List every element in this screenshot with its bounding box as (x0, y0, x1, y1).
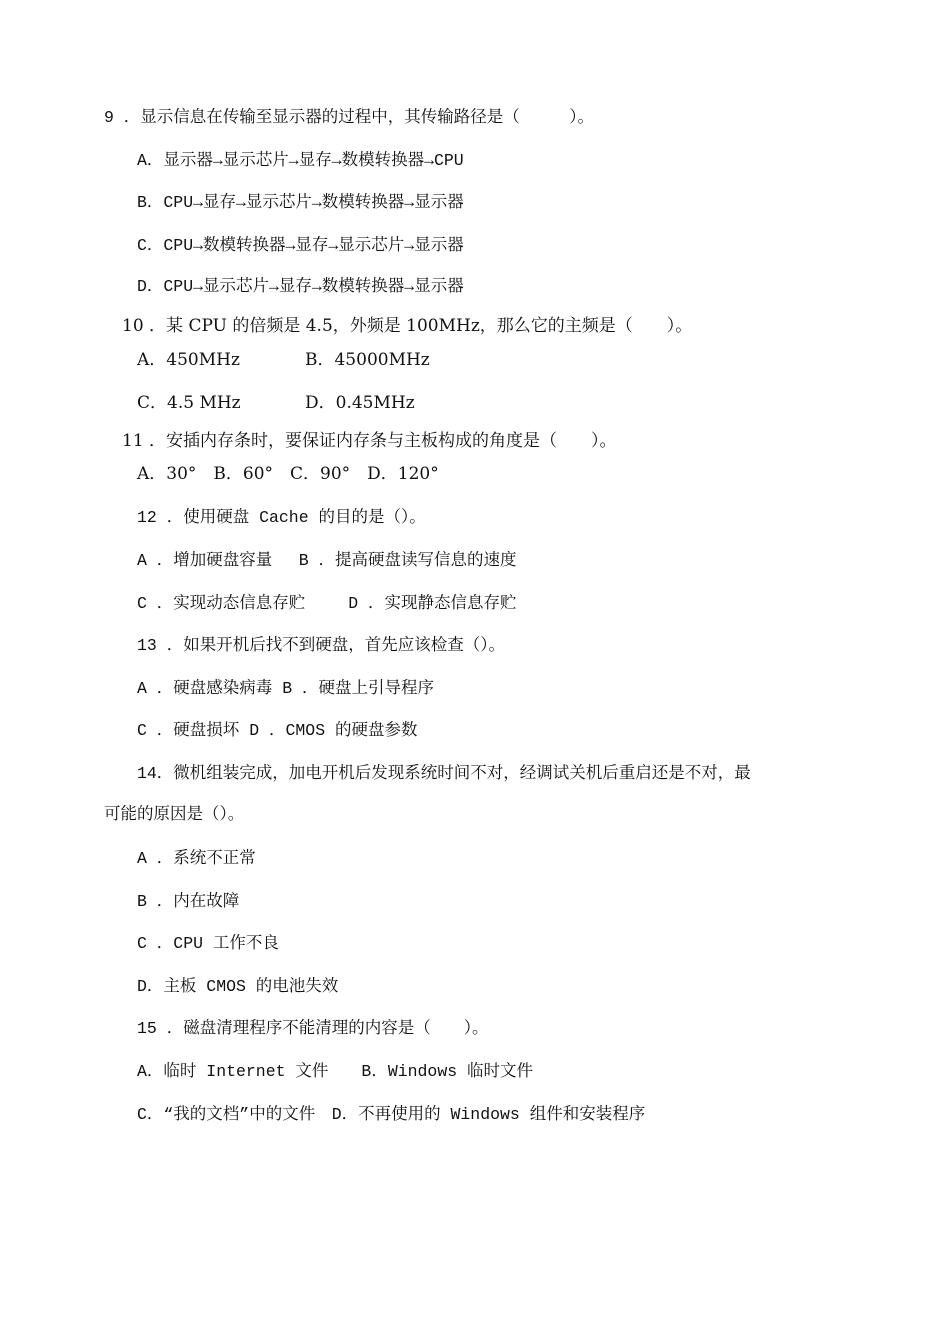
q10-option-b: B．45000MHz (305, 350, 430, 370)
q15-options-ab: A．临时 Internet 文件 B．Windows 临时文件 (137, 1062, 534, 1081)
q10-option-c: C．4.5 MHz (137, 393, 241, 413)
q9-option-a: A．显示器→显示芯片→显存→数模转换器→CPU (137, 151, 464, 170)
q9-option-b: B．CPU→显存→显示芯片→数模转换器→显示器 (137, 193, 464, 212)
q10-option-d: D．0.45MHz (305, 393, 415, 413)
q13-options-ab: A ．硬盘感染病毒 B ．硬盘上引导程序 (137, 679, 435, 698)
q11-stem: 11 ．安插内存条时，要保证内存条与主板构成的角度是（ ）。 (122, 431, 617, 451)
q13-stem: 13 ．如果开机后找不到硬盘，首先应该检查（）。 (137, 636, 505, 655)
q14-option-c: C ．CPU 工作不良 (137, 934, 279, 953)
q9-stem: 9 ．显示信息在传输至显示器的过程中，其传输路径是（ ）。 (104, 108, 595, 127)
q10-stem: 10 ．某 CPU 的倍频是 4.5，外频是 100MHz，那么它的主频是（ ）。 (122, 316, 693, 336)
q15-stem: 15 ．磁盘清理程序不能清理的内容是（ ）。 (137, 1019, 489, 1038)
q12-options-cd: C ．实现动态信息存贮 D ．实现静态信息存贮 (137, 594, 517, 613)
q10-options-cd (137, 392, 415, 414)
q14-option-a: A ．系统不正常 (137, 849, 256, 868)
q9-option-c: C．CPU→数模转换器→显存→显示芯片→显示器 (137, 236, 464, 255)
q14-option-b: B ．内在故障 (137, 892, 240, 911)
q10-option-a: A．450MHz (137, 350, 240, 370)
q15-options-cd: C．“我的文档”中的文件 D．不再使用的 Windows 组件和安装程序 (137, 1105, 646, 1124)
q10-options-ab (137, 349, 430, 371)
q11-options: A．30° B．60° C．90° D．120° (137, 464, 439, 484)
q14-stem-line1: 14．微机组装完成，加电开机后发现系统时间不对，经调试关机后重启还是不对，最 (137, 764, 751, 783)
q9-option-d: D．CPU→显示芯片→显存→数模转换器→显示器 (137, 277, 464, 296)
q14-stem-line2: 可能的原因是（）。 (104, 805, 245, 824)
q13-options-cd: C ．硬盘损坏 D ．CMOS 的硬盘参数 (137, 721, 418, 740)
q12-stem: 12 ．使用硬盘 Cache 的目的是（）。 (137, 508, 426, 527)
q14-option-d: D．主板 CMOS 的电池失效 (137, 977, 339, 996)
q12-options-ab: A ．增加硬盘容量 B ．提高硬盘读写信息的速度 (137, 551, 517, 570)
